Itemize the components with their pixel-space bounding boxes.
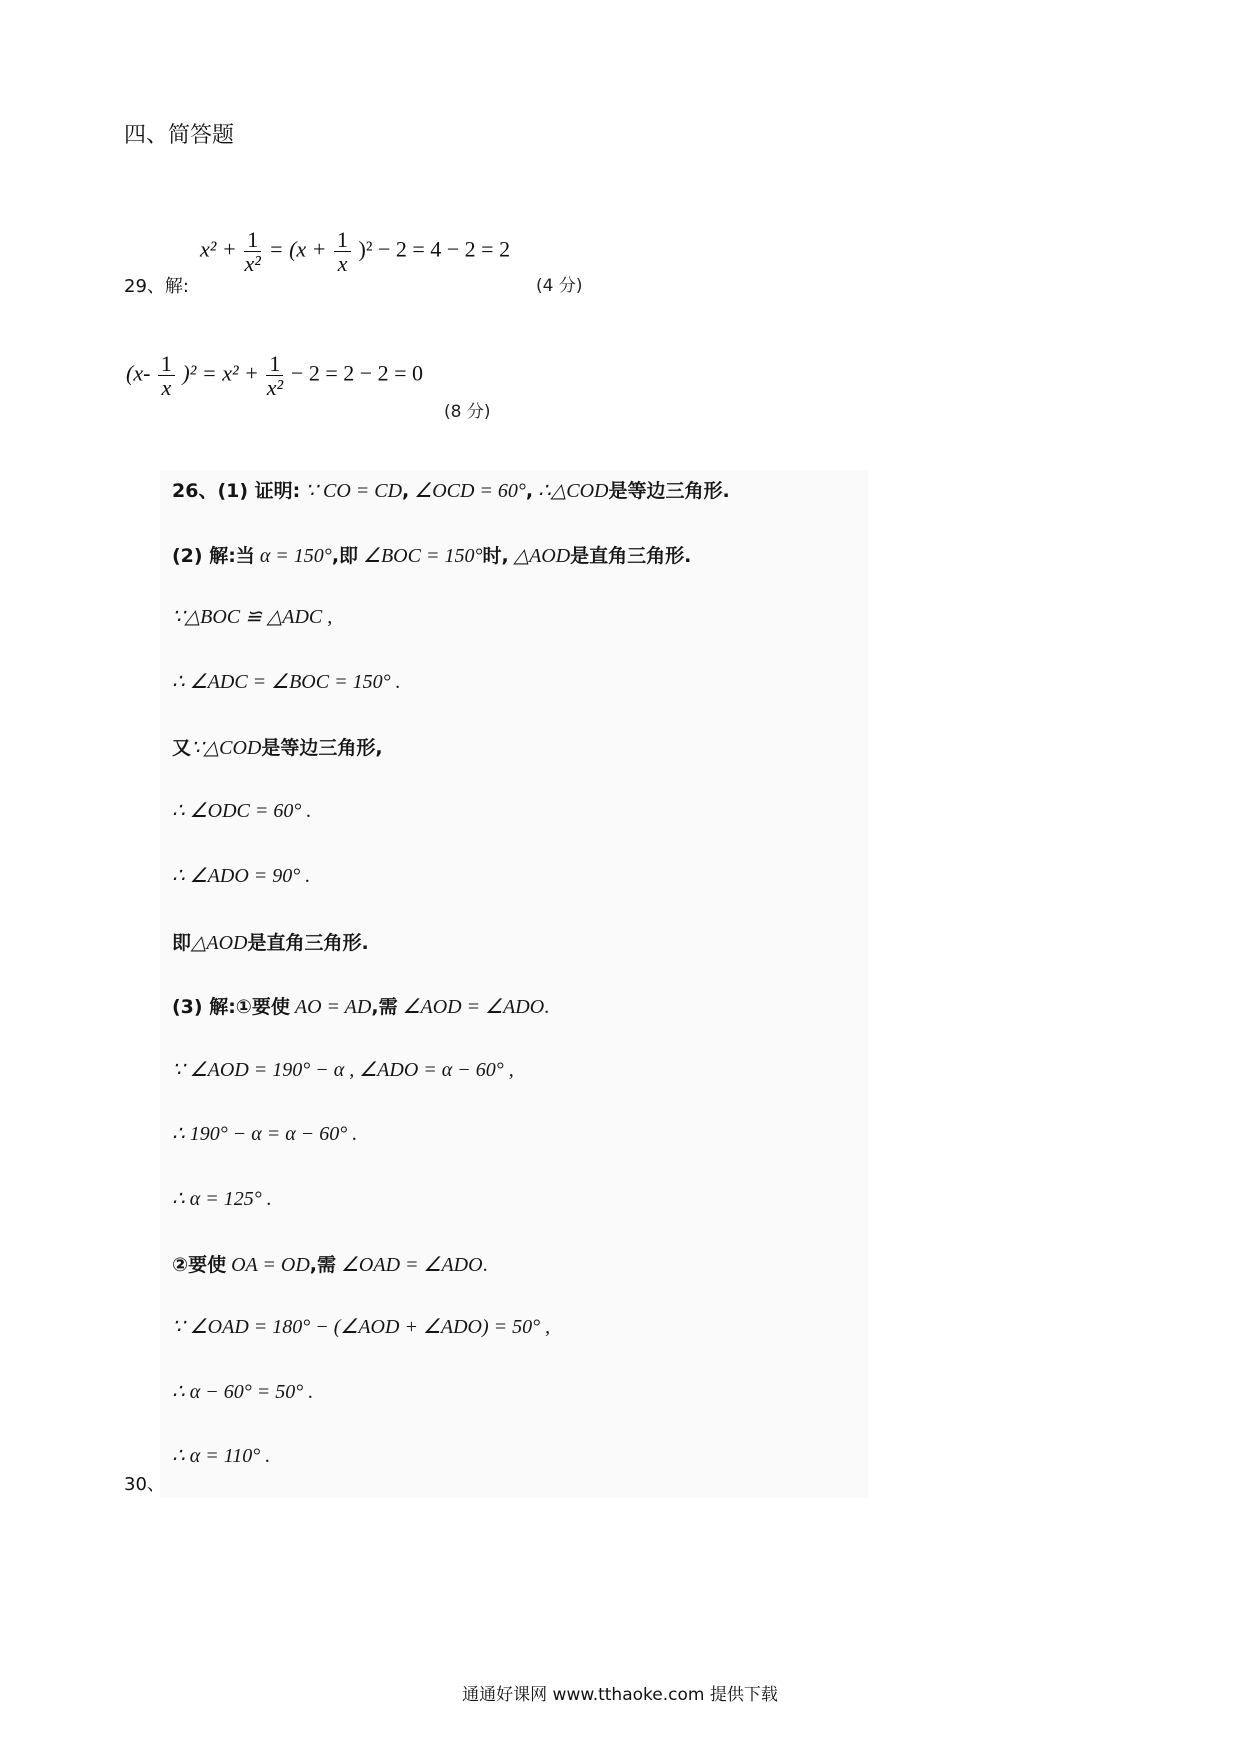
solution-line-8: 即△AOD是直角三角形. xyxy=(172,932,369,954)
solution-part-1: 26、(1) 证明: ∵ CO = CD, ∠OCD = 60°, ∴△COD是等边三角形. xyxy=(172,480,730,502)
solution-line-10: ∵ ∠AOD = 190° − α , ∠ADO = α − 60° , xyxy=(172,1059,514,1081)
eq1-part-c: )² − 2 = 4 − 2 = 2 xyxy=(358,236,511,262)
footer-text: 通通好课网 www.tthaoke.com 提供下载 xyxy=(462,1685,778,1705)
eq1-part-a: x² + xyxy=(200,236,237,262)
solution-line-12: ∴ α = 125° . xyxy=(172,1188,272,1210)
solution-line-16: ∴ α = 110° . xyxy=(172,1445,271,1467)
solution-part-3: (3) 解:①要使 AO = AD,需 ∠AOD = ∠ADO. xyxy=(172,996,550,1018)
eq2-fraction-2: $\frac{1}{\text{x²}}$ xyxy=(266,351,284,401)
solution-line-15: ∴ α − 60° = 50° . xyxy=(172,1381,314,1403)
eq2-part-b: )² = x² + xyxy=(182,360,259,386)
solution-line-5: 又∵△COD是等边三角形, xyxy=(172,737,383,759)
eq1-part-b: = (x + xyxy=(268,236,327,262)
solution-line-7: ∴ ∠ADO = 90° . xyxy=(172,865,311,887)
eq2-fraction-1: $\frac{1}{x}$ xyxy=(158,352,175,399)
section-title: 四、简答题 xyxy=(124,123,235,148)
q29-score-2: (8 分) xyxy=(444,402,491,422)
eq2-part-a: (x- xyxy=(126,360,151,386)
eq1-fraction-1: $\frac{1}{\text{x²}}$ xyxy=(244,227,261,277)
solution-line-6: ∴ ∠ODC = 60° . xyxy=(172,800,312,822)
solution-line-13: ②要使 OA = OD,需 ∠OAD = ∠ADO. xyxy=(172,1254,488,1276)
solution-part-2: (2) 解:当 α = 150°,即 ∠BOC = 150°时, △AOD是直角三角形. xyxy=(172,545,692,567)
eq2-part-c: − 2 = 2 − 2 = 0 xyxy=(290,360,424,386)
solution-line-11: ∴ 190° − α = α − 60° . xyxy=(172,1123,358,1145)
q29-equation-2 xyxy=(126,352,423,399)
solution-line-3: ∵△BOC ≌ △ADC , xyxy=(172,606,333,628)
q30-label: 30、 xyxy=(124,1474,165,1495)
q29-score-1: (4 分) xyxy=(536,276,583,296)
q29-equation-1 xyxy=(200,228,510,275)
eq1-fraction-2: $\frac{1}{x}$ xyxy=(334,228,351,275)
solution-line-14: ∵ ∠OAD = 180° − (∠AOD + ∠ADO) = 50° , xyxy=(172,1316,551,1338)
q29-label: 29、解: xyxy=(124,276,189,297)
solution-line-4: ∴ ∠ADC = ∠BOC = 150° . xyxy=(172,671,401,693)
